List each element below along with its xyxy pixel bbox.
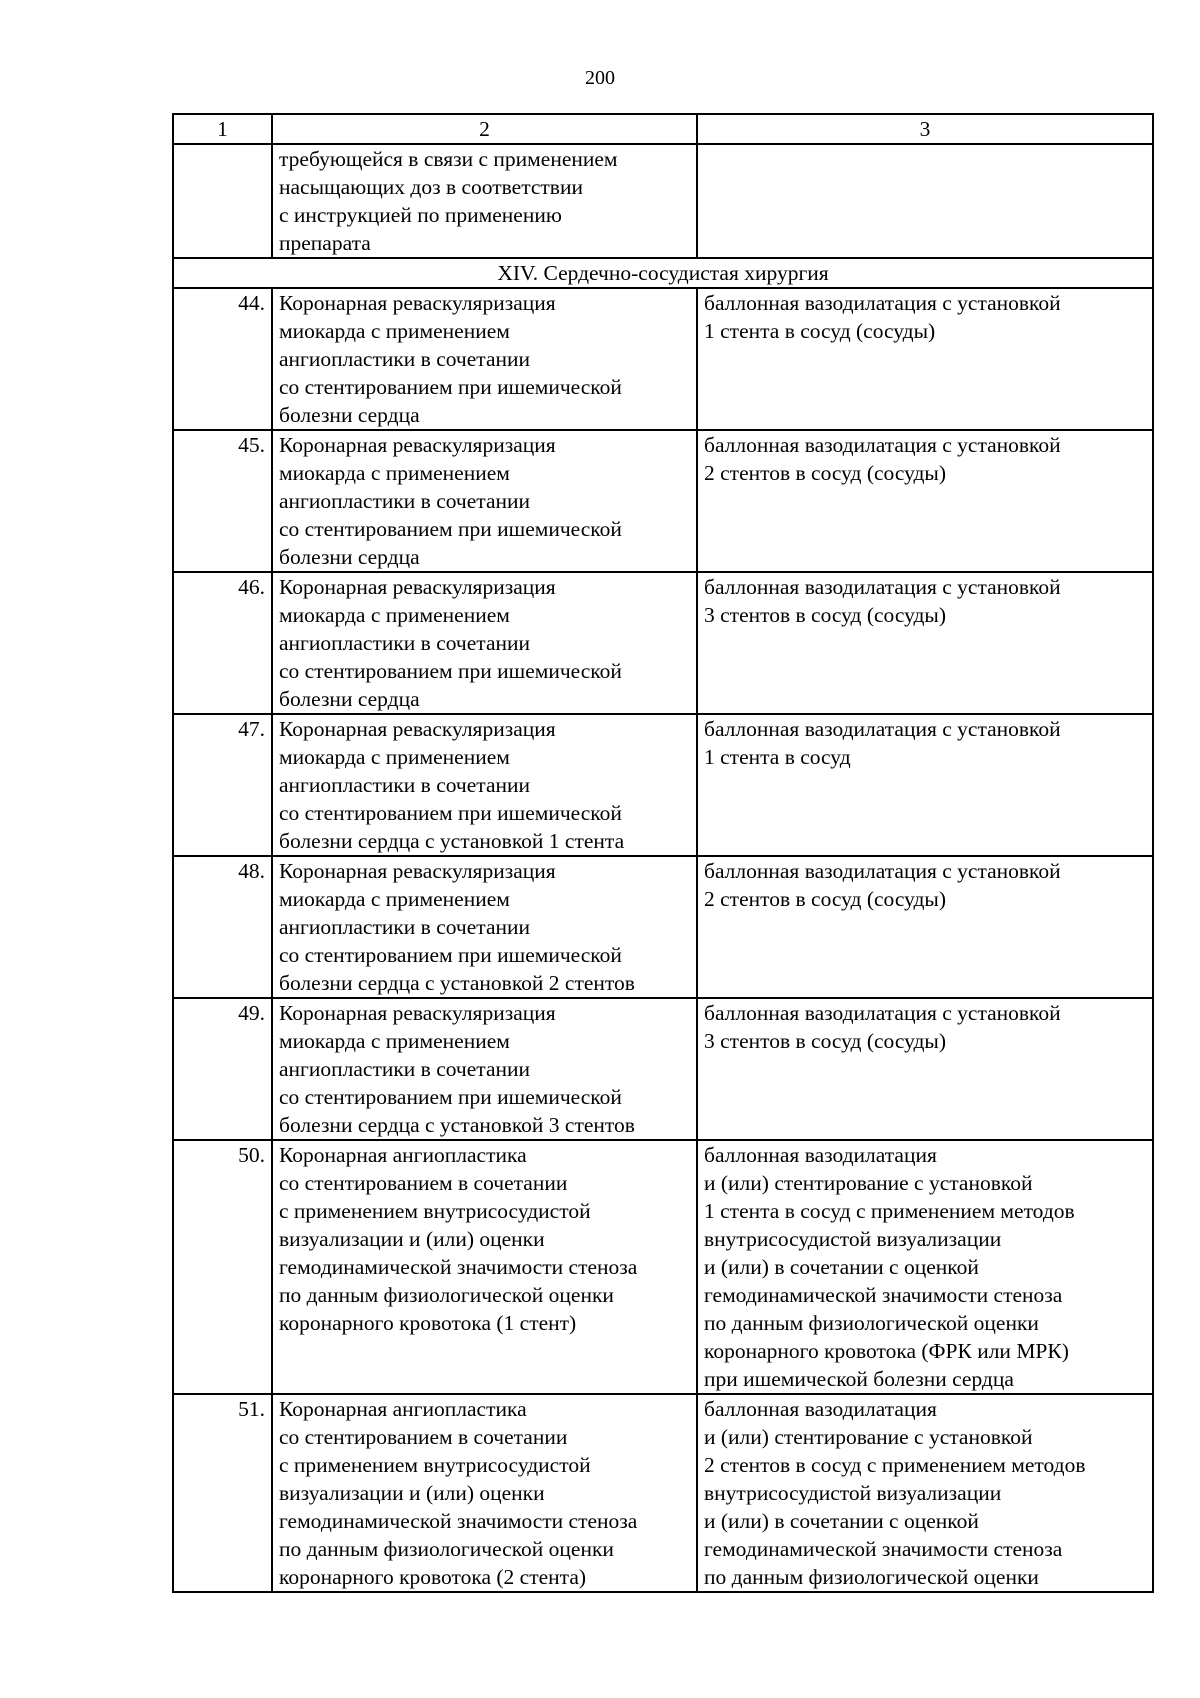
text-line: требующейся в связи с применением xyxy=(279,147,618,171)
procedure-method-cell xyxy=(697,572,1153,714)
text-line: при ишемической болезни сердца xyxy=(704,1367,1014,1391)
text-line: миокарда с применением xyxy=(279,745,510,769)
text-line: 1 стента в сосуд (сосуды) xyxy=(704,319,936,343)
text-line: ангиопластики в сочетании xyxy=(279,773,531,797)
text-line: по данным физиологической оценки xyxy=(704,1565,1039,1589)
text-line: ангиопластики в сочетании xyxy=(279,1057,531,1081)
text-line: со стентированием при ишемической xyxy=(279,943,622,967)
table-row xyxy=(173,856,1153,998)
column-header-2: 2 xyxy=(272,114,697,144)
text-line: по данным физиологической оценки xyxy=(279,1283,614,1307)
text-line: болезни сердца с установкой 1 стента xyxy=(279,829,625,853)
text-line: ангиопластики в сочетании xyxy=(279,631,531,655)
text-line: ангиопластики в сочетании xyxy=(279,915,531,939)
column-header-3: 3 xyxy=(697,114,1153,144)
text-line: Коронарная реваскуляризация xyxy=(279,717,556,741)
text-line: 3 стентов в сосуд (сосуды) xyxy=(704,1029,947,1053)
text-line: по данным физиологической оценки xyxy=(279,1537,614,1561)
text-line: миокарда с применением xyxy=(279,887,510,911)
procedure-method-cell xyxy=(697,1394,1153,1592)
text-line: гемодинамической значимости стеноза xyxy=(279,1509,638,1533)
text-line: миокарда с применением xyxy=(279,1029,510,1053)
text-line: гемодинамической значимости стеноза xyxy=(704,1283,1063,1307)
text-line: со стентированием при ишемической xyxy=(279,659,622,683)
text-line: визуализации и (или) оценки xyxy=(279,1227,545,1251)
table-row xyxy=(173,998,1153,1140)
column-header-1: 1 xyxy=(173,114,272,144)
text-line: баллонная вазодилатация с установкой xyxy=(704,575,1061,599)
text-line: миокарда с применением xyxy=(279,461,510,485)
procedure-description-cell xyxy=(272,572,697,714)
text-line: 2 стентов в сосуд с применением методов xyxy=(704,1453,1086,1477)
text-line: баллонная вазодилатация xyxy=(704,1397,937,1421)
text-line: 1 стента в сосуд xyxy=(704,745,851,769)
procedure-description-cell xyxy=(272,714,697,856)
section-title-row xyxy=(173,258,1153,288)
text-line: и (или) стентирование с установкой xyxy=(704,1425,1033,1449)
text-line: по данным физиологической оценки xyxy=(704,1311,1039,1335)
text-line: миокарда с применением xyxy=(279,603,510,627)
table-row xyxy=(173,714,1153,856)
text-line: Коронарная реваскуляризация xyxy=(279,291,556,315)
table-body xyxy=(173,114,1153,1592)
table-row xyxy=(173,288,1153,430)
text-line: насыщающих доз в соответствии xyxy=(279,175,583,199)
text-line: коронарного кровотока (1 стент) xyxy=(279,1311,577,1335)
procedure-description-cell xyxy=(272,288,697,430)
text-line: коронарного кровотока (2 стента) xyxy=(279,1565,587,1589)
text-line: Коронарная реваскуляризация xyxy=(279,575,556,599)
procedure-description-cell xyxy=(272,998,697,1140)
text-line: Коронарная ангиопластика xyxy=(279,1397,527,1421)
procedure-method-cell xyxy=(697,288,1153,430)
continuation-num-cell xyxy=(173,144,272,258)
text-line: баллонная вазодилатация с установкой xyxy=(704,291,1061,315)
text-line: препарата xyxy=(279,231,371,255)
procedure-description-cell xyxy=(272,1394,697,1592)
text-line: баллонная вазодилатация с установкой xyxy=(704,859,1061,883)
row-number: 51. xyxy=(173,1394,272,1592)
procedure-method-cell xyxy=(697,430,1153,572)
row-number: 46. xyxy=(173,572,272,714)
text-line: болезни сердца xyxy=(279,687,420,711)
procedure-method-cell xyxy=(697,856,1153,998)
text-line: внутрисосудистой визуализации xyxy=(704,1481,1002,1505)
text-line: внутрисосудистой визуализации xyxy=(704,1227,1002,1251)
table-row xyxy=(173,430,1153,572)
procedures-table xyxy=(172,113,1154,1593)
text-line: Коронарная ангиопластика xyxy=(279,1143,527,1167)
procedure-description-cell xyxy=(272,430,697,572)
row-number: 47. xyxy=(173,714,272,856)
text-line: гемодинамической значимости стеноза xyxy=(279,1255,638,1279)
text-line: болезни сердца xyxy=(279,403,420,427)
table-row xyxy=(173,1140,1153,1394)
row-number: 48. xyxy=(173,856,272,998)
row-number: 45. xyxy=(173,430,272,572)
text-line: и (или) в сочетании с оценкой xyxy=(704,1509,979,1533)
text-line: со стентированием при ишемической xyxy=(279,801,622,825)
text-line: со стентированием при ишемической xyxy=(279,517,622,541)
text-line: ангиопластики в сочетании xyxy=(279,489,531,513)
column-header-row xyxy=(173,114,1153,144)
procedure-method-cell xyxy=(697,998,1153,1140)
procedure-method-cell xyxy=(697,714,1153,856)
continuation-row xyxy=(173,144,1153,258)
text-line: баллонная вазодилатация с установкой xyxy=(704,433,1061,457)
text-line: со стентированием при ишемической xyxy=(279,1085,622,1109)
text-line: со стентированием в сочетании xyxy=(279,1425,568,1449)
text-line: с инструкцией по применению xyxy=(279,203,562,227)
text-line: с применением внутрисосудистой xyxy=(279,1453,591,1477)
row-number: 49. xyxy=(173,998,272,1140)
section-title: XIV. Сердечно-сосудистая хирургия xyxy=(173,258,1153,288)
text-line: 3 стентов в сосуд (сосуды) xyxy=(704,603,947,627)
text-line: Коронарная реваскуляризация xyxy=(279,859,556,883)
text-line: болезни сердца с установкой 2 стентов xyxy=(279,971,635,995)
text-line: ангиопластики в сочетании xyxy=(279,347,531,371)
text-line: гемодинамической значимости стеноза xyxy=(704,1537,1063,1561)
procedure-method-cell xyxy=(697,1140,1153,1394)
text-line: 2 стентов в сосуд (сосуды) xyxy=(704,461,947,485)
table-row xyxy=(173,572,1153,714)
procedure-description-cell xyxy=(272,856,697,998)
text-line: Коронарная реваскуляризация xyxy=(279,1001,556,1025)
text-line: со стентированием при ишемической xyxy=(279,375,622,399)
text-line: коронарного кровотока (ФРК или МРК) xyxy=(704,1339,1069,1363)
continuation-description-cell xyxy=(272,144,697,258)
text-line: со стентированием в сочетании xyxy=(279,1171,568,1195)
table-row xyxy=(173,1394,1153,1592)
continuation-method-cell xyxy=(697,144,1153,258)
procedure-description-cell xyxy=(272,1140,697,1394)
text-line: болезни сердца с установкой 3 стентов xyxy=(279,1113,635,1137)
page-number: 200 xyxy=(585,67,615,89)
row-number: 44. xyxy=(173,288,272,430)
text-line: визуализации и (или) оценки xyxy=(279,1481,545,1505)
text-line: миокарда с применением xyxy=(279,319,510,343)
text-line: болезни сердца xyxy=(279,545,420,569)
row-number: 50. xyxy=(173,1140,272,1394)
text-line: и (или) стентирование с установкой xyxy=(704,1171,1033,1195)
text-line: 1 стента в сосуд с применением методов xyxy=(704,1199,1075,1223)
text-line: баллонная вазодилатация xyxy=(704,1143,937,1167)
text-line: баллонная вазодилатация с установкой xyxy=(704,1001,1061,1025)
text-line: баллонная вазодилатация с установкой xyxy=(704,717,1061,741)
text-line: Коронарная реваскуляризация xyxy=(279,433,556,457)
text-line: и (или) в сочетании с оценкой xyxy=(704,1255,979,1279)
text-line: 2 стентов в сосуд (сосуды) xyxy=(704,887,947,911)
text-line: с применением внутрисосудистой xyxy=(279,1199,591,1223)
